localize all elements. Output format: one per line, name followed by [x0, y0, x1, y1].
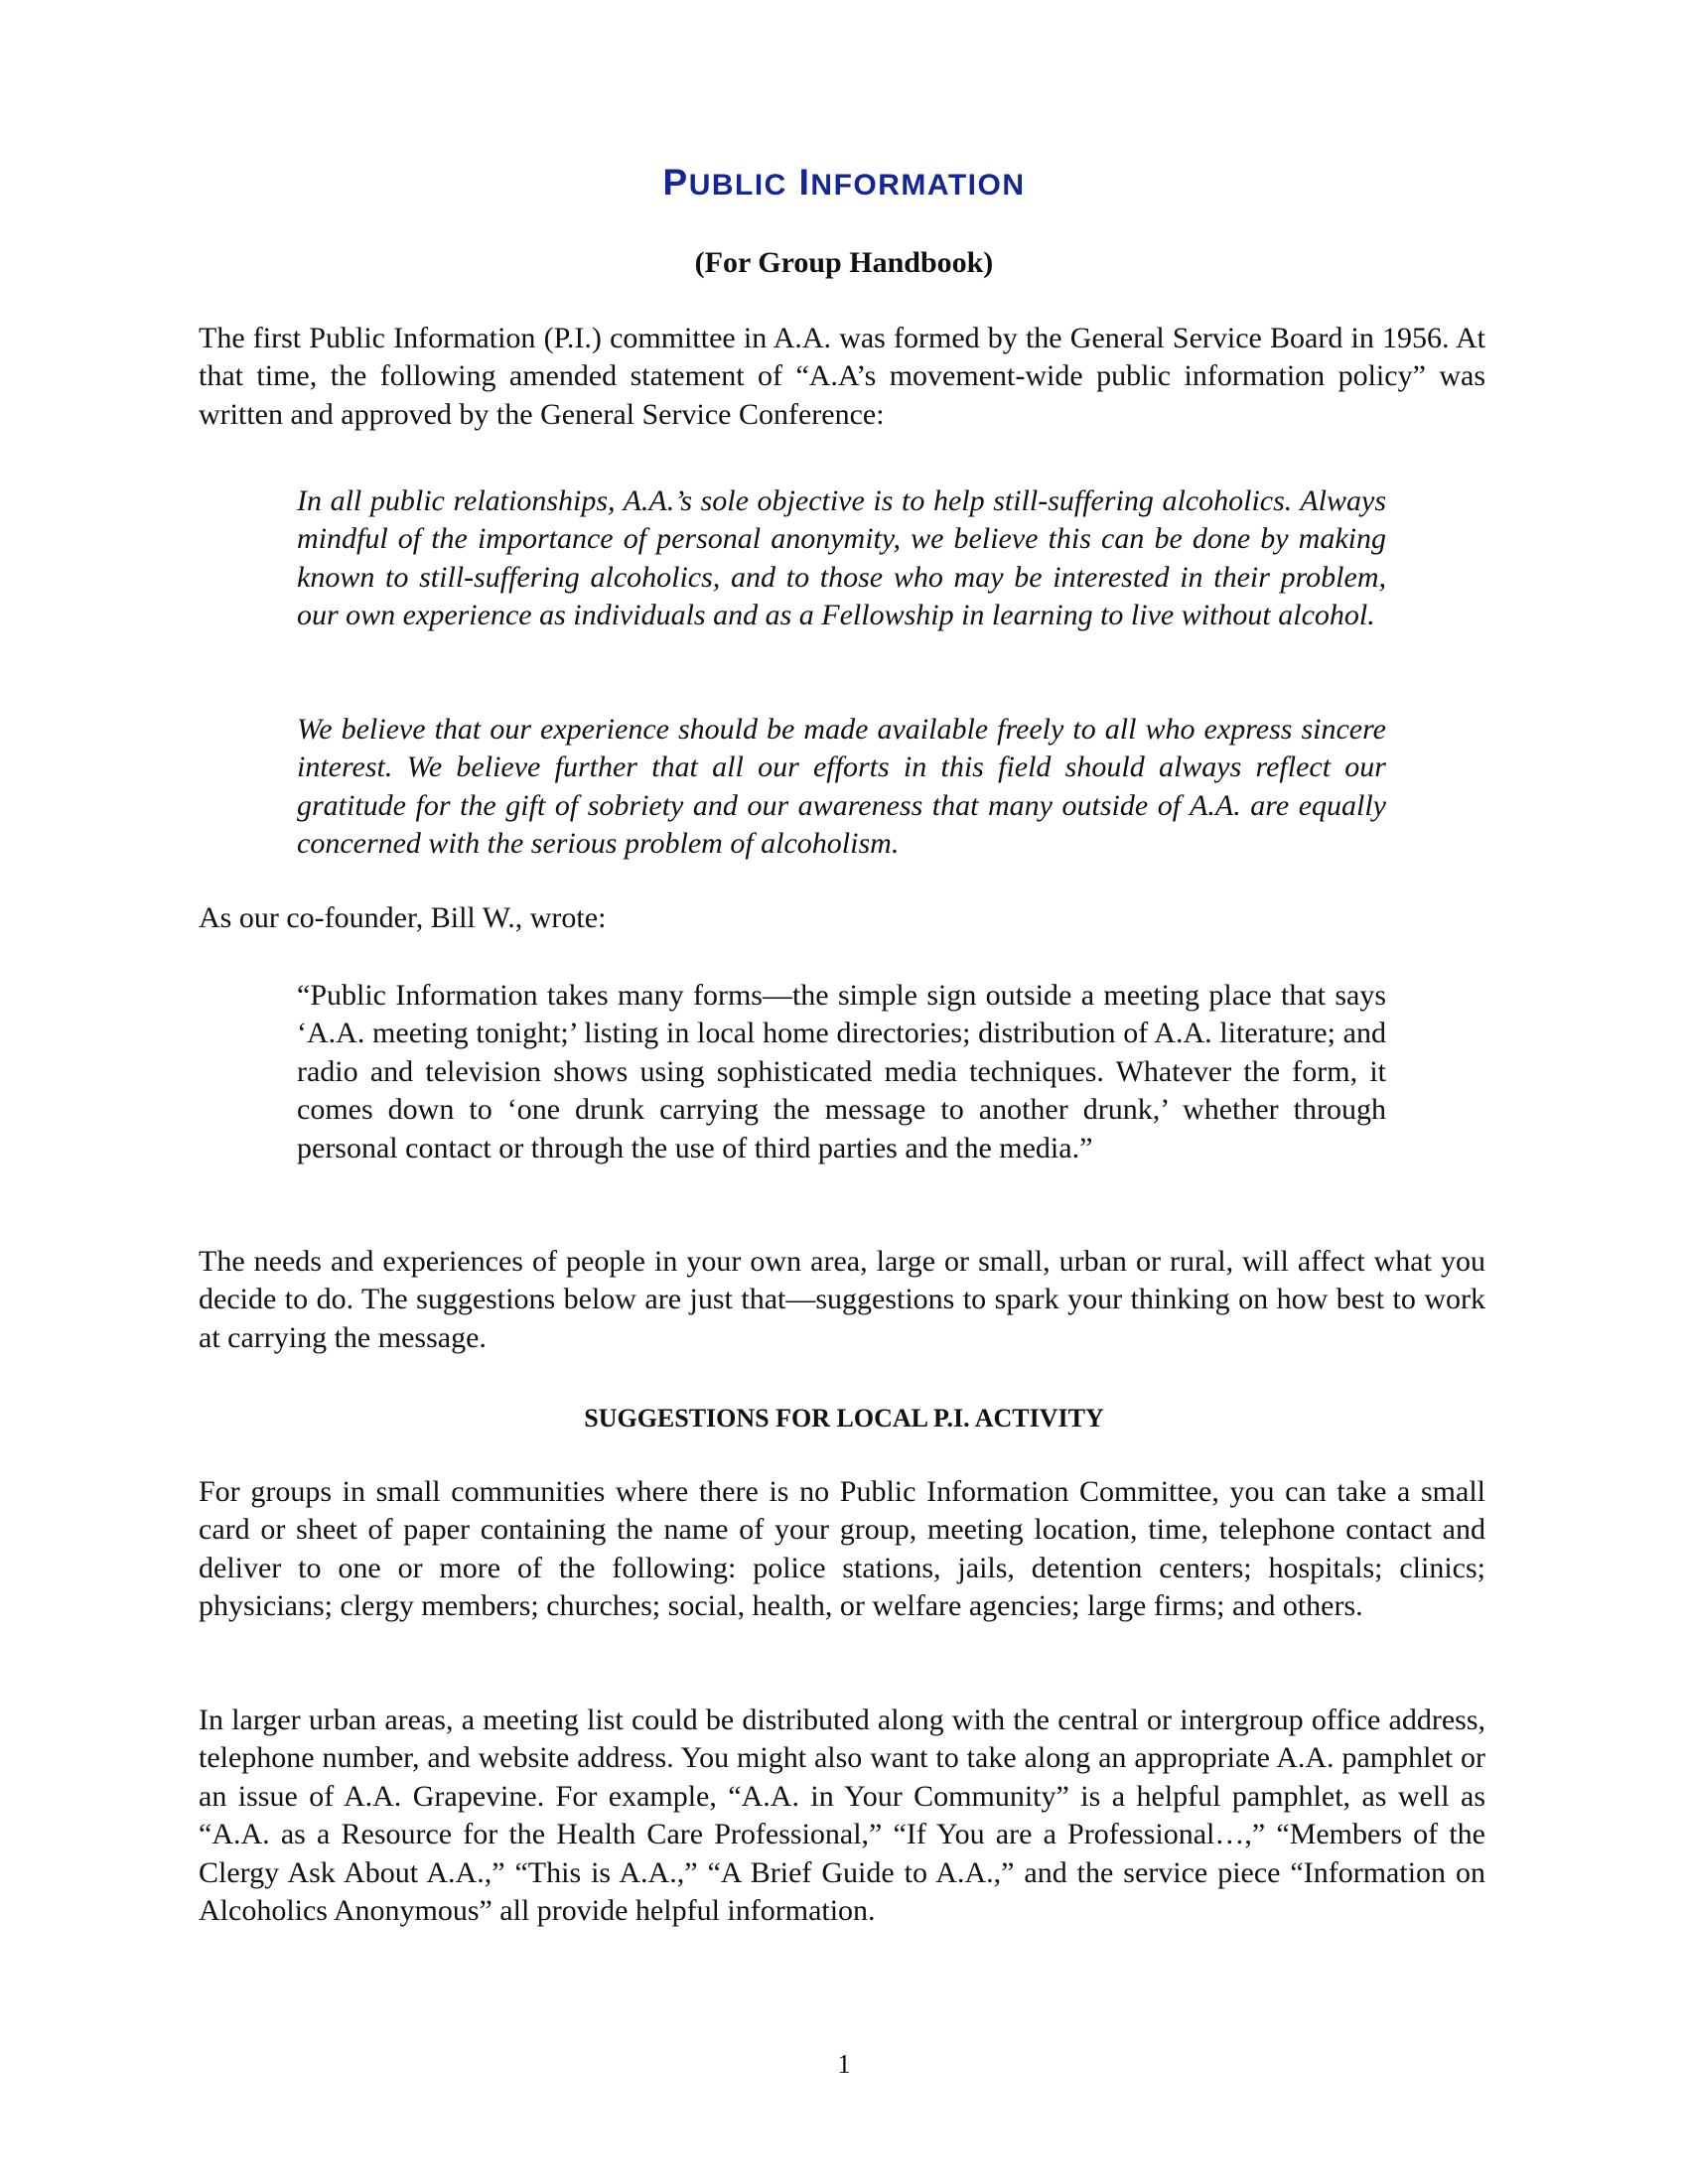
section-heading: SUGGESTIONS FOR LOCAL P.I. ACTIVITY — [584, 1404, 1104, 1433]
policy-quote-paragraph-1: In all public relationships, A.A.’s sole objective is to help still-suffering alcoholics. Always mindful of the importance of personal anonymity, we believe this can be done by making known to still-suffering alcoholics, and to those who may be interested in their problem, our own experience as individuals and as a Fellowship in learning to live without alcohol. — [297, 484, 1386, 632]
bill-w-quote: “Public Information takes many forms—the simple sign outside a meeting place that says ‘A.A. meeting tonight;’ listing in local home directories; distribution of A.A. literature; and radio and television shows using sophisticated media techniques. Whatever the form, it comes down to ‘one drunk carrying the message to another drunk,’ whether through personal contact or through the use of third parties and the media.” — [297, 979, 1386, 1164]
page-title — [0, 159, 1688, 209]
needs-paragraph: The needs and experiences of people in your own area, large or small, urban or rural, will affect what you decide to do. The suggestions below are just that—suggestions to spark your thinking on how best to work at carrying the message. — [199, 1245, 1485, 1354]
policy-quote-paragraph-2: We believe that our experience should be made available freely to all who express sincere interest. We believe further that all our efforts in this field should always reflect our gratitude for the gift of sobriety and our awareness that many outside of A.A. are equally concerned with the serious problem of alcoholism. — [297, 713, 1386, 861]
page-subtitle: (For Group Handbook) — [694, 246, 994, 279]
small-communities-paragraph: For groups in small communities where there is no Public Information Committee, you can take a small card or sheet of paper containing the name of your group, meeting location, time, telephone contact and deliver to one or more of the following: police stations, jails, detention centers; hospitals; clinics; physicians; clergy members; churches; social, health, or welfare agencies; large firms; and others. — [199, 1475, 1485, 1623]
cofounder-intro: As our co-founder, Bill W., wrote: — [199, 901, 607, 934]
title-word-public-rest: UBLIC — [688, 169, 787, 202]
intro-paragraph: The first Public Information (P.I.) committee in A.A. was formed by the General Service Board in 1956. At that time, the following amended statement of “A.A’s movement-wide public information policy” was written and approved by the General Service Conference: — [199, 322, 1485, 431]
page-number: 1 — [837, 2049, 851, 2079]
urban-areas-paragraph: In larger urban areas, a meeting list could be distributed along with the central or intergroup office address, telephone number, and website address. You might also want to take along an appropriate A.A. pamphlet or an issue of A.A. Grapevine. For example, “A.A. in Your Community” is a helpful pamphlet, as well as “A.A. as a Resource for the Health Care Professional,” “If You are a Professional…,” “Members of the Clergy Ask About A.A.,” “This is A.A.,” “A Brief Guide to A.A.,” and the service piece “Information on Alcoholics Anonymous” all provide helpful information. — [199, 1704, 1485, 1928]
title-initial-i: I — [798, 162, 811, 203]
title-initial-p: P — [662, 162, 689, 203]
title-word-information-rest: NFORMATION — [810, 169, 1026, 202]
